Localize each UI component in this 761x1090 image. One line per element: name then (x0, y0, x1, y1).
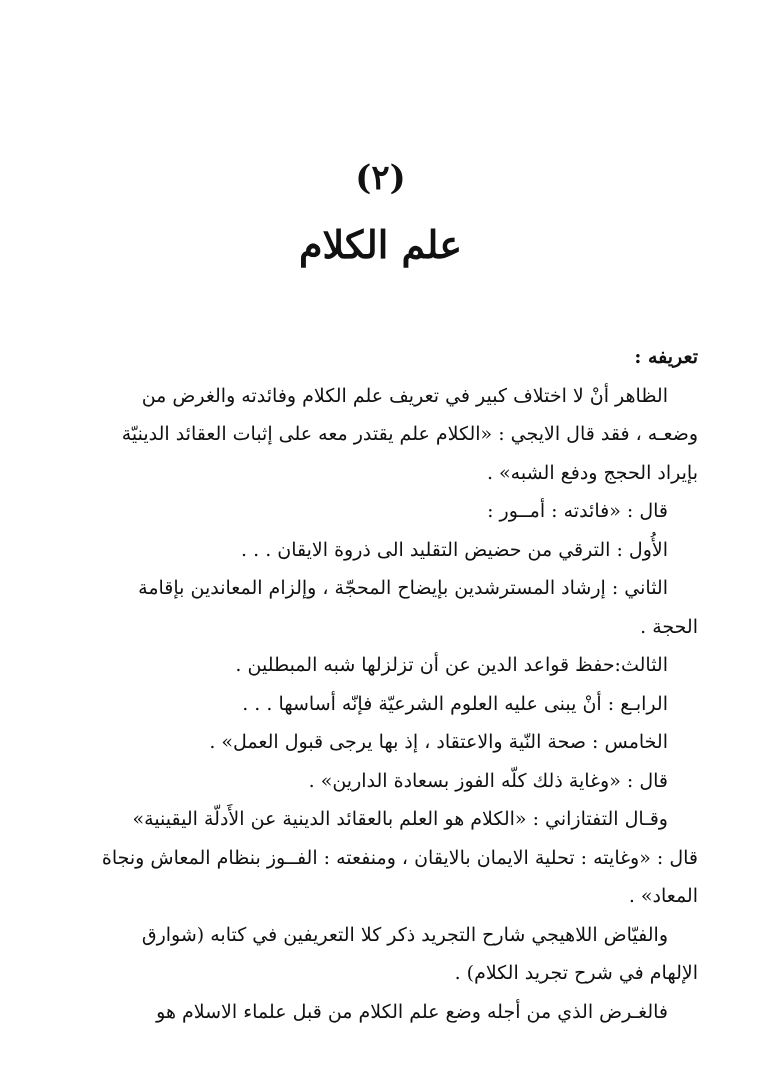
body-text (72, 338, 698, 1031)
text-line: الرابـع : أنْ يبنى عليه العلوم الشرعيّة فإنّه أساسها . . . (242, 692, 668, 715)
text-line: الأُول : الترقي من حضيض التقليد الى ذروة الايقان . . . (241, 538, 668, 561)
text-line: الثالث:حفظ قواعد الدين عن أن تزلزلها شبه المبطلين . (235, 654, 668, 676)
chapter-number: (٢) (355, 158, 406, 198)
text-line: المعاد» . (628, 885, 698, 907)
text-line: بإيراد الحجج ودفع الشبه» . (486, 461, 698, 484)
text-line: وقـال التفتازاني : «الكلام هو العلم بالعقائد الدينية عن الأَدلّة اليقينية» (132, 808, 668, 830)
text-line: قال : «وغايته : تحلية الايمان بالايقان ، ومنفعته : الفــوز بنظام المعاش ونجاة (101, 846, 698, 869)
chapter-title: علم الكلام (298, 222, 463, 267)
text-line: الحجة . (640, 615, 698, 638)
text-line: الثاني : إرشاد المسترشدين بإيضاح المحجّة ، وإلزام المعاندين بإقامة (138, 577, 668, 599)
text-line: الإلهام في شرح تجريد الكلام) . (454, 962, 698, 984)
text-line: الظاهر أنْ لا اختلاف كبير في تعريف علم الكلام وفائدته والغرض من (141, 384, 668, 407)
text-line: والفيّاض اللاهيجي شارح التجريد ذكر كلا التعريفين في كتابه (شوارق (141, 923, 668, 946)
text-line: قال : «وغاية ذلك كلّه الفوز بسعادة الدارين» . (308, 769, 668, 792)
section-heading: تعريفه : (634, 346, 698, 368)
text-line: قال : «فائدته : أمــور : (487, 500, 668, 522)
text-line: وضعـه ، فقد قال الايجي : «الكلام علم يقتدر معه على إثبات العقائد الدينيّة (121, 423, 698, 445)
text-line: الخامس : صحة النّية والاعتقاد ، إذ بها يرجى قبول العمل» . (209, 731, 668, 753)
text-line: فالغـرض الذي من أجله وضع علم الكلام من قبل علماء الاسلام هو (156, 1000, 668, 1023)
